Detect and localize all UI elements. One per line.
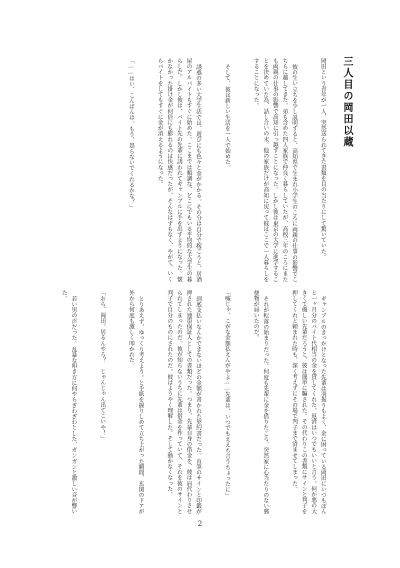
printed-sheet bbox=[20, 20, 380, 548]
paragraph: それが転落の始まりだった。何度も先輩に金を借りたころ、突然家に心当たりのない郵便物が届いたのだ。 bbox=[252, 290, 269, 514]
paragraph: 到底支払いなんかできないほどの金額が書かれた契約書だった。直筆のサインと印鑑が押された連帯保証人としての書類だった。つまり、先輩自身の借金を、彼は肩代わりさせられてしまったのだ。彼が知らないうちに先輩は借金を作っていて、それを彼のサインと判子で自分のものにされたのだ。彼はようやく理解した。そして動かなくなった。 bbox=[166, 290, 202, 514]
text-block-lower bbox=[36, 290, 346, 514]
chapter-title: 三人目の岡田以蔵 bbox=[341, 56, 352, 148]
paragraph: ギャンブルのきっかけとなった先輩は羽振りもよく、金に困っている岡田にいつもぽんと一ヶ月分のバイト代相当の金を貸してくれた。返済はいつでもいいと言う。何か悪の大きくて優しい先輩だろうと、彼は簡単に騙された。その代わりこの書類にサインと判子を押してくれと頼まれた時も、深く考えずにその場で判子まで済ませてしまった。 bbox=[291, 290, 326, 514]
paragraph: とりあえず、ゆっくり考えよう。と手紙を握りしめて立ち上がった瞬間、玄関のドアが外から何度も激しく叩かれた。 bbox=[127, 290, 144, 514]
text-block-upper bbox=[36, 58, 346, 284]
paragraph: 彼の生い立ちを少し説明すると、高知県で生まれ小学生のころに両親の仕事の影響でこちらに越してきた。弟も含めた四人家族で仲良く暮らしていたが、高校三年のころにまたも両親の仕事の影響で高知に引っ越すことになった。しかし彼は東京の大学に進学することを決めていた為、話し合いの末、他の家族だけが高知に戻って彼はここで一人暮らしをすることになった。 bbox=[252, 58, 298, 282]
dialogue-line: 「おら、岡田。居るんやろ？ じゃんじゃん出てこいや！」 bbox=[99, 290, 106, 442]
paragraph: そして、彼は新しい生活を一人で始めた。 bbox=[223, 63, 230, 170]
dialogue-line: 「嘘じゃ、こがな金額払えんがやよ……先輩は、いつでもええち言うちょったに」 bbox=[223, 290, 230, 498]
paragraph: 若い男の声だった。乱暴な叩き方に何やらざわざわとした、ガンガンと激しい音が響いた。 bbox=[60, 290, 77, 514]
paragraph: 岡田という青年が一人、突然送られてきた書類を目の当たりにして驚いていた。 bbox=[319, 58, 326, 260]
paragraph: 誘惑の多い大学生活では、遊びにも色々と金がかかる。その分は自分で稼ごうと、居酒屋のアルバイトもすぐに始めた。ここまでは順調な、どこにでもいる平均的な大学生の暮らしだ。しかし彼は、バイト先の先輩に誘われてギャンブルに手を出すようになった。懐かなかった掛け金が何倍にも膨れるのは快感だったが、そんなはずもなく、やがて、いくらバイトをしてもすぐに金が消えるようになった。 bbox=[156, 58, 202, 282]
page-number: 2 bbox=[197, 520, 203, 528]
dialogue-line: 「……はい、こんばんは。もう、怒らないでくれるかな？」 bbox=[127, 58, 134, 210]
